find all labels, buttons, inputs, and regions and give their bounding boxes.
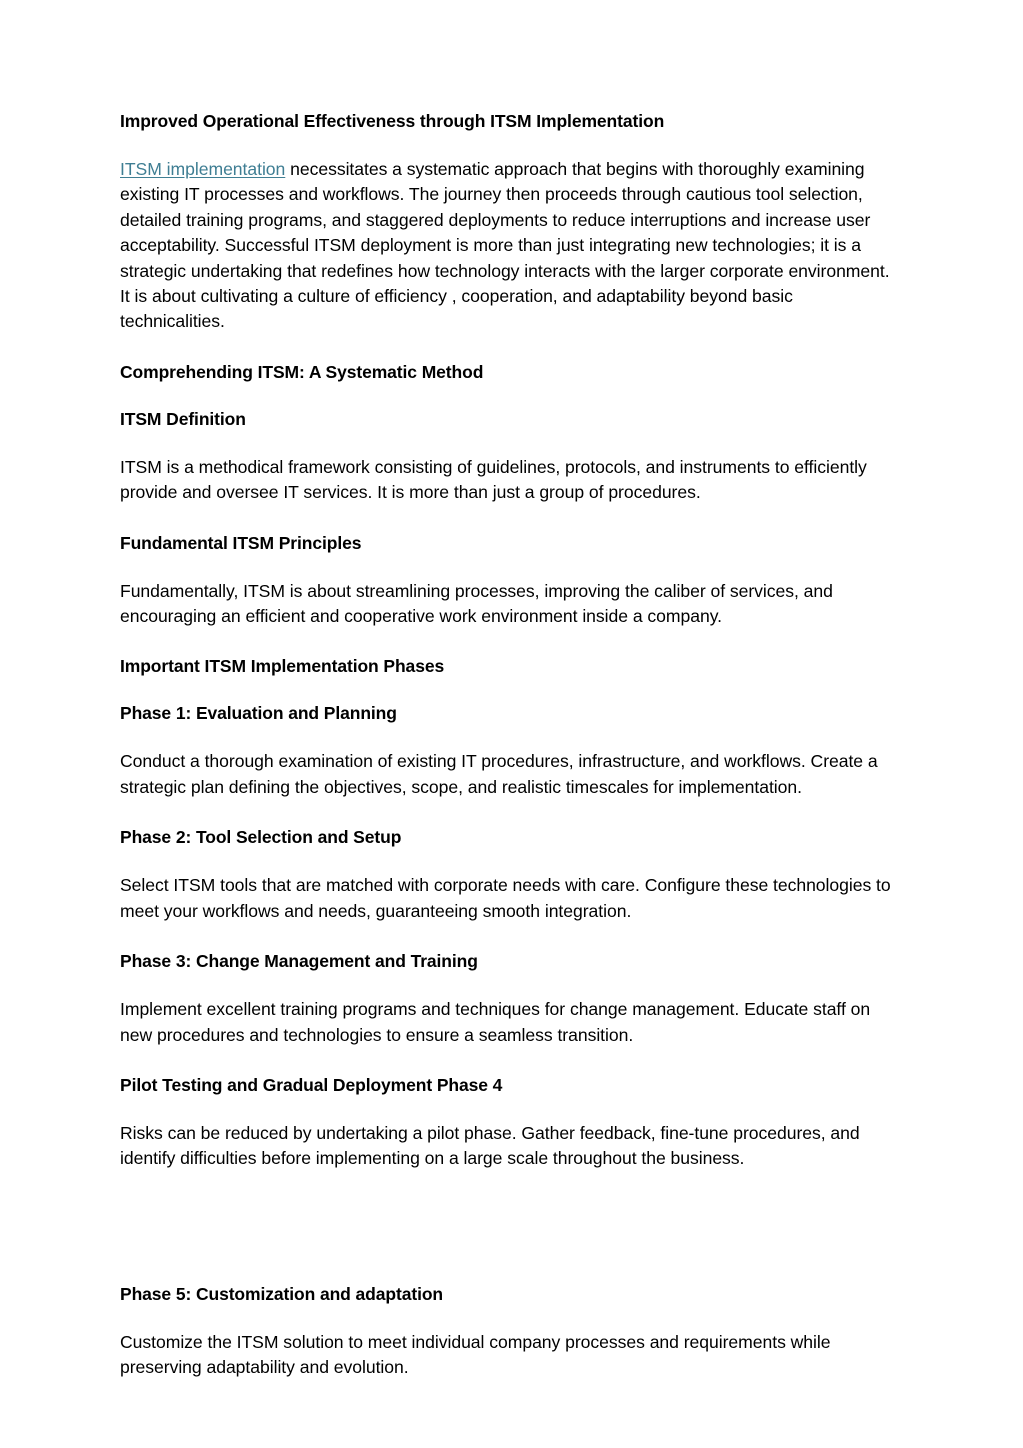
section-body-phase-4: Risks can be reduced by undertaking a pilot phase. Gather feedback, fine-tune procedures, and identify difficulties before implementing on a large scale throughout the business. — [120, 1122, 860, 1169]
section-heading-important-phases: Important ITSM Implementation Phases — [120, 656, 445, 677]
section-heading-phase-5: Phase 5: Customization and adaptation — [120, 1283, 444, 1304]
section-heading-comprehending-itsm: Comprehending ITSM: A Systematic Method — [120, 361, 484, 382]
intro-paragraph-text: necessitates a systematic approach that begins with thoroughly examining existing IT processes and workflows. The journey then proceeds through cautious tool selection, detailed training programs, and staggered deployments to reduce interruptions and increase user acceptability. Successful ITSM deployment is more than just integrating new technologies; it is a strategic undertaking that redefines how technology interacts with the larger corporate environment. It is about cultivating a culture of efficiency , cooperation, and adaptability beyond basic technicalities. — [120, 159, 890, 332]
section-body-phase-1: Conduct a thorough examination of existing IT procedures, infrastructure, and workflows. Create a strategic plan defining the objectives, scope, and realistic timescales for implementation. — [120, 751, 878, 797]
section-body-phase-2: Select ITSM tools that are matched with corporate needs with care. Configure these technologies to meet your workflows and needs, guaranteeing smooth integration. — [120, 875, 891, 921]
section-heading-phase-2: Phase 2: Tool Selection and Setup — [120, 827, 402, 848]
section-body-phase-3: Implement excellent training programs and techniques for change management. Educate staff on new procedures and technologies to ensure a seamless transition. — [120, 999, 871, 1045]
section-heading-phase-4: Pilot Testing and Gradual Deployment Phase 4 — [120, 1074, 503, 1095]
document-body — [120, 110, 900, 1381]
section-heading-itsm-definition: ITSM Definition — [120, 408, 246, 429]
section-body-phase-5: Customize the ITSM solution to meet individual company processes and requirements while preserving adaptability and evolution. — [120, 1331, 831, 1378]
section-body-fundamental-itsm-principles: Fundamentally, ITSM is about streamlining processes, improving the caliber of services, and encouraging an efficient and cooperative work environment inside a company. — [120, 580, 833, 627]
section-heading-phase-3: Phase 3: Change Management and Training — [120, 951, 478, 972]
page-title: Improved Operational Effectiveness through ITSM Implementation — [120, 111, 665, 131]
itsm-implementation-link[interactable]: ITSM implementation — [120, 159, 286, 179]
intro-paragraph — [120, 157, 900, 335]
section-break-spacer — [120, 1197, 900, 1283]
section-heading-fundamental-itsm-principles: Fundamental ITSM Principles — [120, 532, 362, 553]
section-body-itsm-definition: ITSM is a methodical framework consisting of guidelines, protocols, and instruments to efficiently provide and oversee IT services. It is more than just a group of procedures. — [120, 456, 867, 503]
section-heading-phase-1: Phase 1: Evaluation and Planning — [120, 703, 397, 724]
